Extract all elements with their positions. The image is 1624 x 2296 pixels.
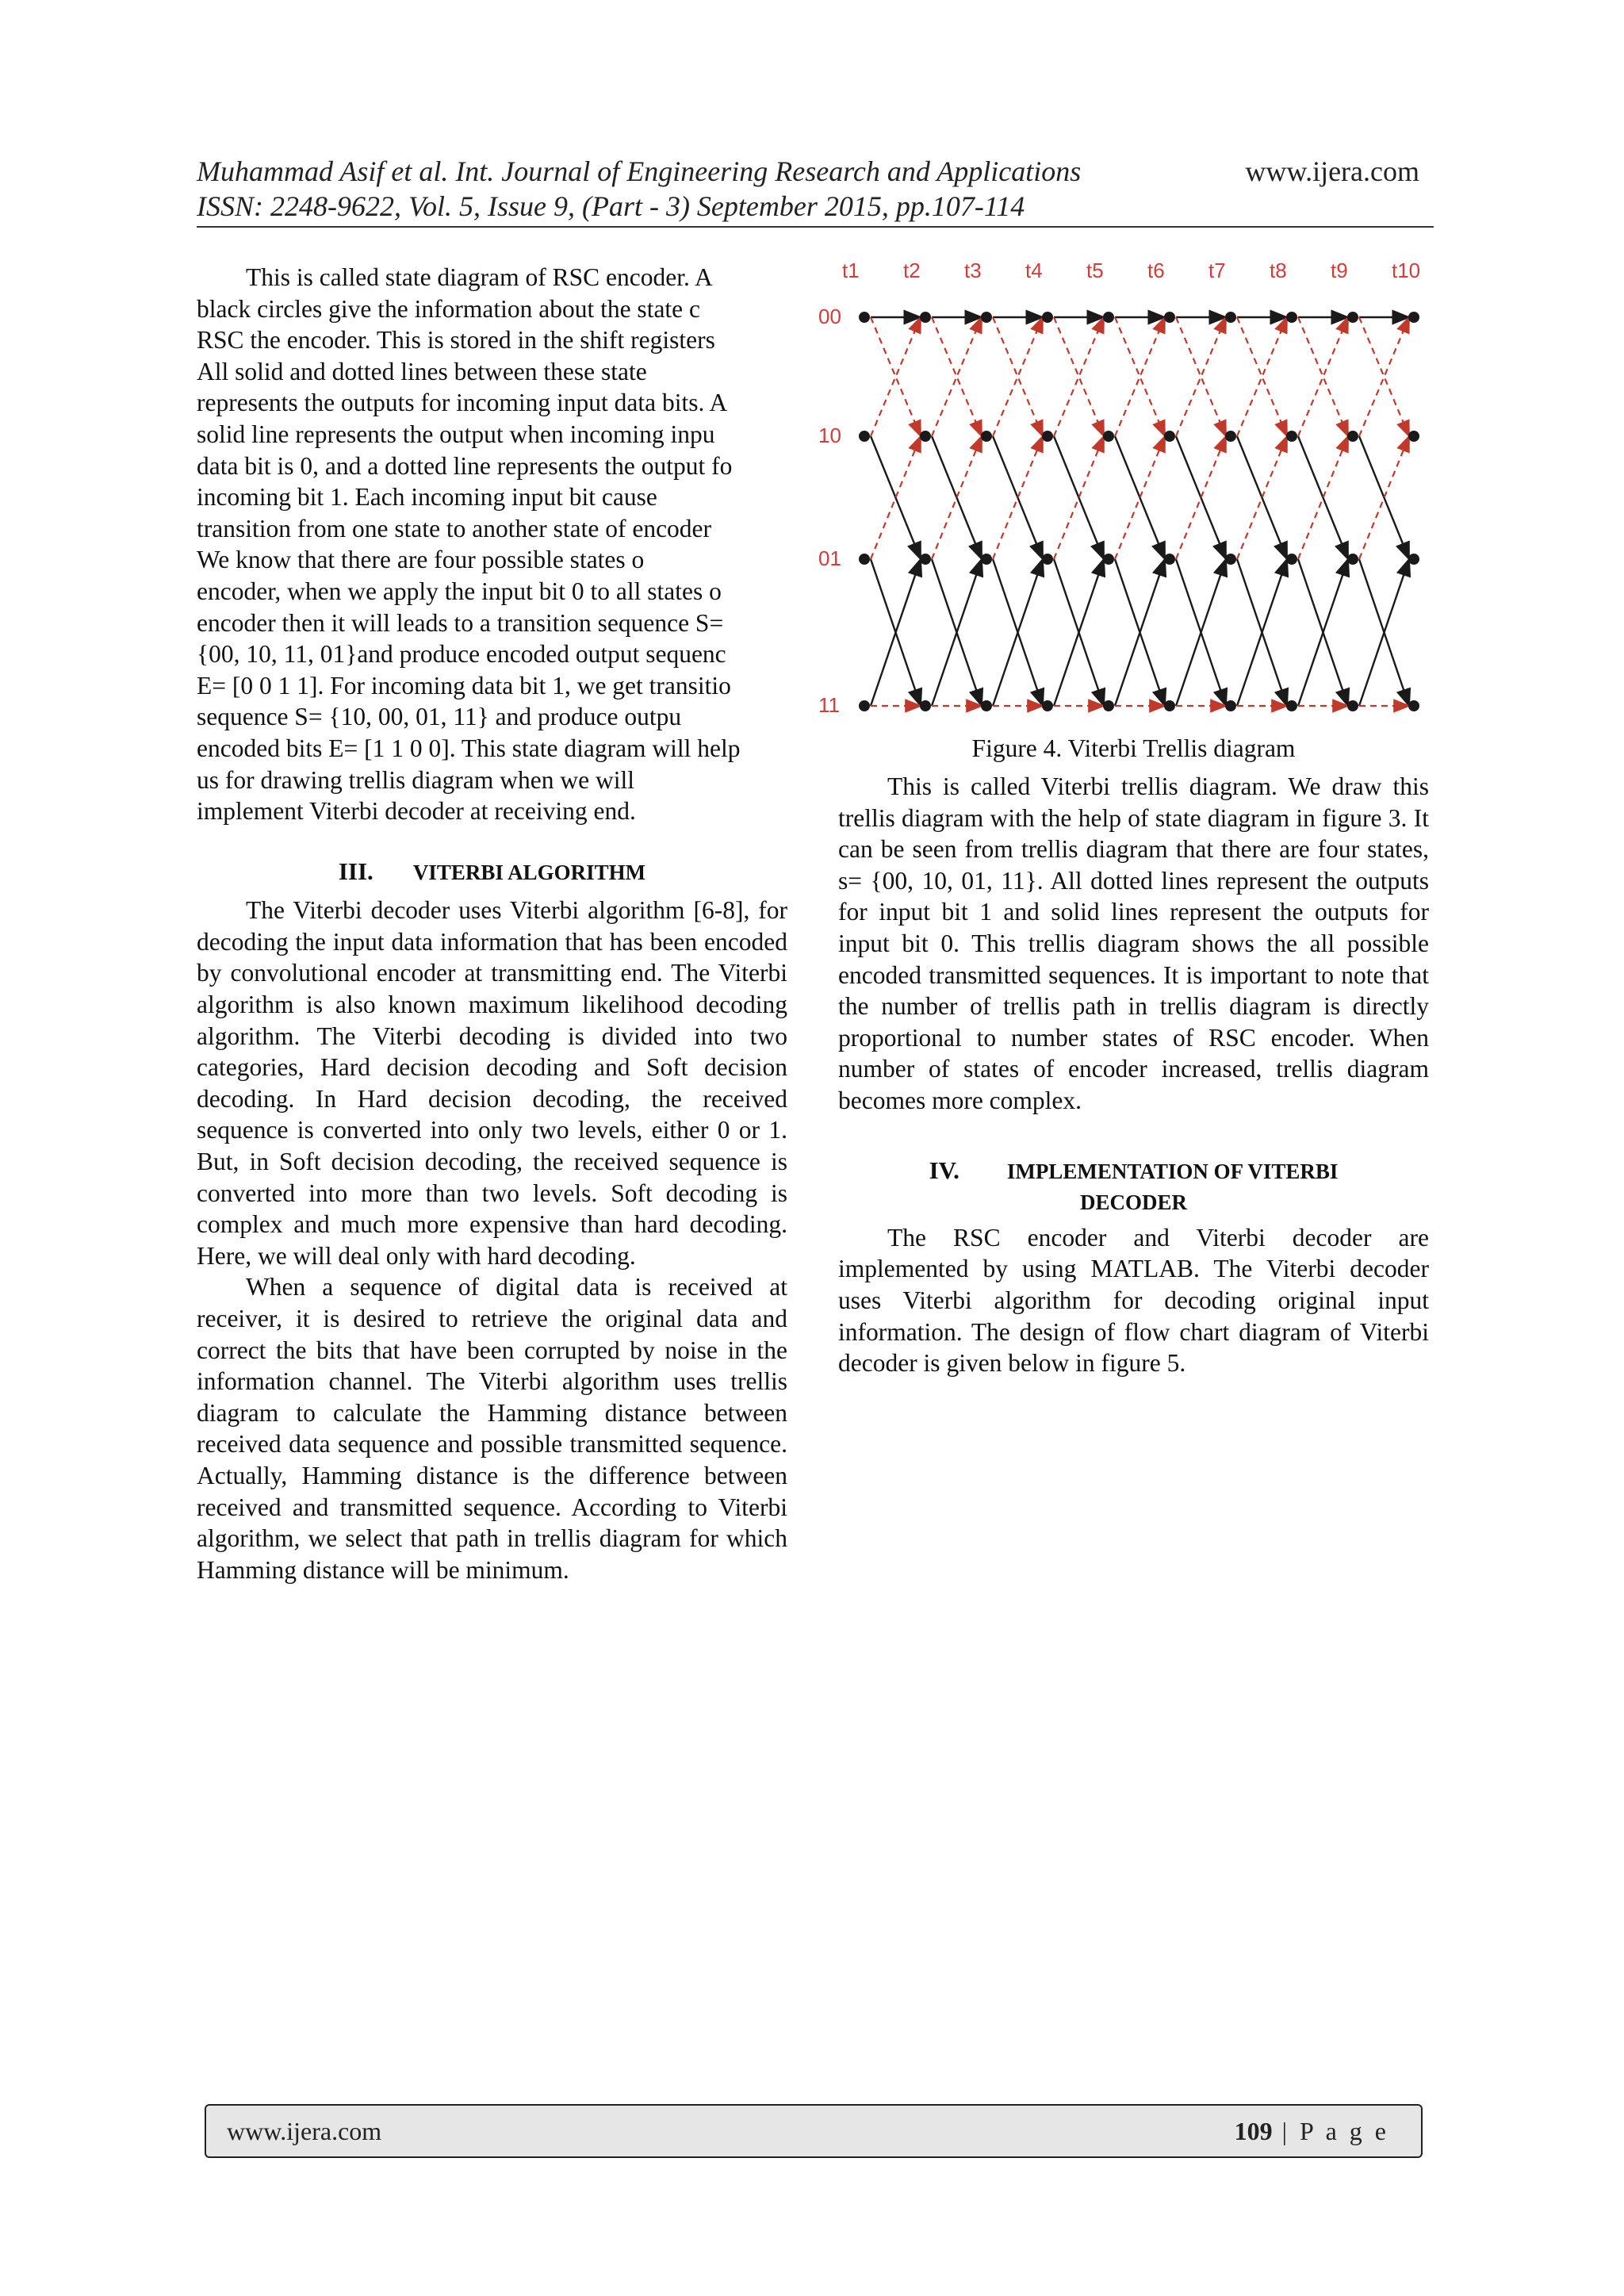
header-issn-line: ISSN: 2248-9622, Vol. 5, Issue 9, (Part - 3) September 2015, pp.107-114	[197, 190, 1025, 222]
trellis-node	[1164, 312, 1175, 323]
state-diagram-line: implement Viterbi decoder at receiving end.	[197, 797, 636, 826]
state-diagram-line: sequence S= {10, 00, 01, 11} and produce outpu	[197, 703, 682, 731]
trellis-dotted-branch	[1176, 317, 1226, 436]
trellis-dotted-branch	[871, 317, 921, 436]
trellis-node	[1408, 554, 1419, 565]
trellis-node	[1408, 700, 1419, 711]
trellis-dotted-branch	[1176, 317, 1226, 436]
trellis-dotted-branch	[1115, 317, 1165, 436]
trellis-node	[1042, 431, 1053, 442]
section-3-paragraph-1: The Viterbi decoder uses Viterbi algorithm [6-8], for decoding the input data information that has been encoded by convolutional encoder at transmitting end. The Viterbi algorithm is also known maximum likelihood decoding algorithm. The Viterbi decoding is divided into two categories, Hard decision decoding and Soft decision decoding. In Hard decision decoding, the received sequence is converted into only two levels, either 0 or 1. But, in Soft decision decoding, the received sequence is converted into more than two levels. Soft decoding is complex and much more expensive than hard decoding. Here, we will deal only with hard decoding.	[197, 896, 787, 1270]
trellis-node	[1347, 700, 1358, 711]
header-divider	[197, 226, 1434, 228]
state-diagram-line: encoded bits E= [1 1 0 0]. This state diagram will help	[197, 734, 741, 762]
state-diagram-line: solid line represents the output when incoming inpu	[197, 420, 715, 448]
section-4-heading	[838, 1155, 1429, 1219]
trellis-node	[1103, 312, 1114, 323]
state-diagram-line: transition from one state to another state of encoder	[197, 514, 712, 542]
time-label: t1	[842, 259, 860, 282]
trellis-dotted-branch	[1054, 317, 1104, 436]
trellis-dotted-branch	[1115, 317, 1165, 436]
trellis-dotted-branch	[932, 317, 982, 436]
state-label: 01	[818, 546, 841, 570]
trellis-node	[859, 554, 870, 565]
state-label: 11	[818, 693, 840, 717]
trellis-node	[920, 431, 931, 442]
journal-header	[197, 154, 1148, 224]
section-4-title-line1: IMPLEMENTATION OF VITERBI	[1006, 1159, 1339, 1183]
state-diagram-line: RSC the encoder. This is stored in the shift registers	[197, 326, 715, 355]
time-label: t2	[903, 259, 921, 282]
time-label: t10	[1392, 259, 1421, 282]
trellis-dotted-branch	[1237, 317, 1287, 436]
trellis-node	[1347, 554, 1358, 565]
footer-website[interactable]: www.ijera.com	[227, 2117, 382, 2145]
time-label: t4	[1025, 259, 1043, 282]
trellis-node	[1408, 431, 1419, 442]
trellis-node	[859, 312, 870, 323]
trellis-node	[1225, 700, 1236, 711]
page-footer	[205, 2104, 1423, 2158]
left-column	[197, 262, 787, 1585]
trellis-node	[920, 312, 931, 323]
trellis-dotted-branch	[1298, 317, 1348, 436]
section-3-paragraph-2: When a sequence of digital data is received at receiver, it is desired to retrieve the original data and correct the bits that have been corrupted by noise in the information channel. The Viterbi algorithm uses trellis diagram to calculate the Hamming distance between received data sequence and possible transmitted sequence. Actually, Hamming distance is the difference between received and transmitted sequence. According to Viterbi algorithm, we select that path in trellis diagram for which Hamming distance will be minimum.	[197, 1273, 787, 1584]
state-diagram-line: data bit is 0, and a dotted line represents the output fo	[197, 451, 733, 480]
trellis-node	[1164, 554, 1175, 565]
state-diagram-line: All solid and dotted lines between these state	[197, 357, 647, 385]
state-diagram-line: We know that there are four possible states o	[197, 546, 645, 574]
trellis-node	[1103, 554, 1114, 565]
trellis-node	[1286, 700, 1297, 711]
trellis-figure	[817, 254, 1435, 730]
state-diagram-line: encoder then it will leads to a transition sequence S=	[197, 608, 724, 637]
trellis-node	[1164, 431, 1175, 442]
trellis-node	[920, 554, 931, 565]
trellis-node	[920, 700, 931, 711]
trellis-diagram	[817, 254, 1435, 730]
time-label: t5	[1086, 259, 1104, 282]
state-diagram-line: {00, 10, 11, 01}and produce encoded output sequenc	[197, 640, 726, 669]
state-diagram-line: us for drawing trellis diagram when we will	[197, 765, 634, 794]
trellis-dotted-branch	[1359, 317, 1409, 436]
section-4-number: IV.	[929, 1156, 959, 1184]
header-website[interactable]: www.ijera.com	[1245, 155, 1419, 187]
trellis-node	[981, 554, 992, 565]
trellis-node	[1103, 431, 1114, 442]
section-4-paragraph-1: The RSC encoder and Viterbi decoder are implemented by using MATLAB. The Viterbi decoder uses Viterbi algorithm for decoding original input information. The design of flow chart diagram of Viterbi decoder is given below in figure 5.	[838, 1223, 1429, 1378]
trellis-dotted-branch	[871, 317, 921, 436]
trellis-dotted-branch	[932, 317, 982, 436]
footer-page-info	[1235, 2117, 1389, 2146]
section-4-title-line2: DECODER	[1079, 1190, 1187, 1215]
state-diagram-line: encoder, when we apply the input bit 0 to all states o	[197, 577, 722, 605]
state-label: 10	[818, 424, 841, 447]
page-number: 109	[1234, 2117, 1273, 2145]
right-column	[838, 738, 1429, 1379]
trellis-node	[1408, 312, 1419, 323]
trellis-paragraph: This is called Viterbi trellis diagram. We draw this trellis diagram with the help of state diagram in figure 3. It can be seen from trellis diagram that there are four states, s= {00, 10, 01, 11}. All dotted lines represent the outputs for input bit 1 and solid lines represent the outputs for input bit 0. This trellis diagram shows the all possible encoded transmitted sequences. It is important to note that the number of trellis path in trellis diagram is directly proportional to number states of RSC encoder. When number of states of encoder increased, trellis diagram becomes more complex.	[838, 772, 1429, 1114]
trellis-node	[1225, 431, 1236, 442]
trellis-dotted-branch	[993, 317, 1043, 436]
trellis-node	[981, 431, 992, 442]
trellis-node	[1347, 312, 1358, 323]
figure-caption: Figure 4. Viterbi Trellis diagram	[971, 734, 1296, 762]
trellis-node	[1286, 431, 1297, 442]
trellis-node	[981, 700, 992, 711]
state-diagram-line: incoming bit 1. Each incoming input bit cause	[197, 483, 657, 512]
header-citation-line: Muhammad Asif et al. Int. Journal of Engineering Research and Applications	[197, 155, 1082, 187]
state-diagram-line: This is called state diagram of RSC encoder. A	[246, 263, 713, 291]
state-diagram-line: E= [0 0 1 1]. For incoming data bit 1, we get transitio	[197, 671, 731, 700]
state-diagram-line: represents the outputs for incoming input data bits. A	[197, 389, 728, 417]
trellis-node	[1042, 312, 1053, 323]
trellis-node	[1225, 312, 1236, 323]
trellis-dotted-branch	[993, 317, 1043, 436]
trellis-node	[859, 431, 870, 442]
time-label: t6	[1147, 259, 1165, 282]
trellis-node	[1286, 554, 1297, 565]
trellis-dotted-branch	[1359, 317, 1409, 436]
trellis-node	[1164, 700, 1175, 711]
state-label: 00	[818, 305, 841, 328]
time-label: t7	[1208, 259, 1226, 282]
section-3-number: III.	[338, 857, 373, 885]
trellis-node	[1103, 700, 1114, 711]
trellis-dotted-branch	[1237, 317, 1287, 436]
trellis-node	[1042, 554, 1053, 565]
time-label: t8	[1270, 259, 1287, 282]
trellis-node	[1347, 431, 1358, 442]
trellis-dotted-branch	[1054, 317, 1104, 436]
trellis-node	[981, 312, 992, 323]
trellis-dotted-branch	[1298, 317, 1348, 436]
section-3-heading	[197, 856, 787, 889]
time-label: t9	[1331, 259, 1348, 282]
trellis-node	[1042, 700, 1053, 711]
time-label: t3	[964, 259, 982, 282]
trellis-node	[1225, 554, 1236, 565]
state-diagram-paragraph	[197, 262, 787, 827]
state-diagram-line: black circles give the information about the state c	[197, 294, 701, 323]
trellis-node	[1286, 312, 1297, 323]
trellis-node	[859, 700, 870, 711]
section-3-title: VITERBI ALGORITHM	[412, 860, 646, 884]
page-label: | P a g e	[1281, 2117, 1389, 2145]
